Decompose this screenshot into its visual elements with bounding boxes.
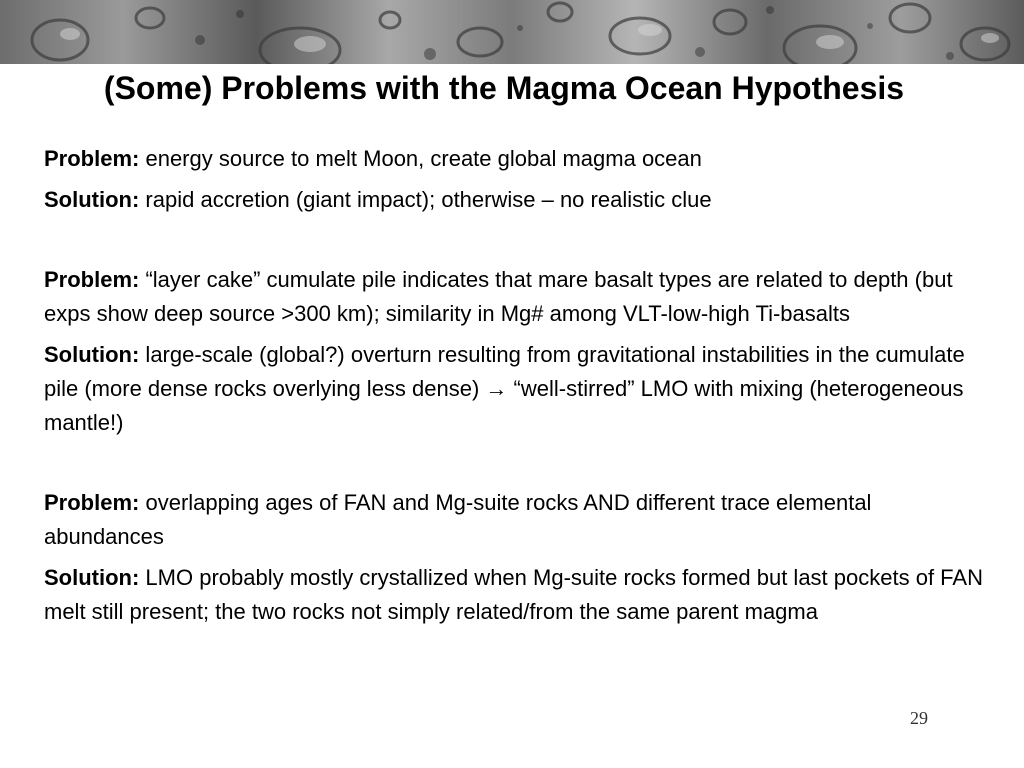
problem-text: “layer cake” cumulate pile indicates that mare basalt types are related to depth (but exps show deep source >300 km); similarity in Mg# among VLT-low-high Ti-basalts <box>44 267 953 326</box>
problem-label: Problem: <box>44 490 140 515</box>
solution-label: Solution: <box>44 342 140 367</box>
solution-text: rapid accretion (giant impact); otherwise – no realistic clue <box>139 187 712 212</box>
problem-text: overlapping ages of FAN and Mg-suite rocks AND different trace elemental abundances <box>44 490 872 549</box>
solution-1 <box>44 183 994 217</box>
crater-texture <box>0 0 1024 64</box>
lunar-surface-banner <box>0 0 1024 64</box>
problem-label: Problem: <box>44 146 140 171</box>
problem-1 <box>44 142 994 176</box>
solution-3 <box>44 561 994 629</box>
slide-title: (Some) Problems with the Magma Ocean Hypothesis <box>103 70 905 106</box>
problem-2 <box>44 263 994 331</box>
spacer <box>44 224 994 263</box>
problem-3 <box>44 486 994 554</box>
spacer <box>44 447 994 486</box>
slide-body <box>44 142 994 636</box>
problem-label: Problem: <box>44 267 140 292</box>
solution-label: Solution: <box>44 565 140 590</box>
solution-text: LMO probably mostly crystallized when Mg-suite rocks formed but last pockets of FAN melt still present; the two rocks not simply related/from the same parent magma <box>44 565 983 624</box>
solution-text: large-scale (global?) overturn resulting from gravitational instabilities in the cumulate pile (more dense rocks overlying less dense) → “well-stirred” LMO with mixing (heterogeneous mantle!) <box>44 342 965 435</box>
problem-text: energy source to melt Moon, create global magma ocean <box>139 146 702 171</box>
page-number: 29 <box>910 708 928 728</box>
solution-2 <box>44 338 994 440</box>
solution-label: Solution: <box>44 187 140 212</box>
